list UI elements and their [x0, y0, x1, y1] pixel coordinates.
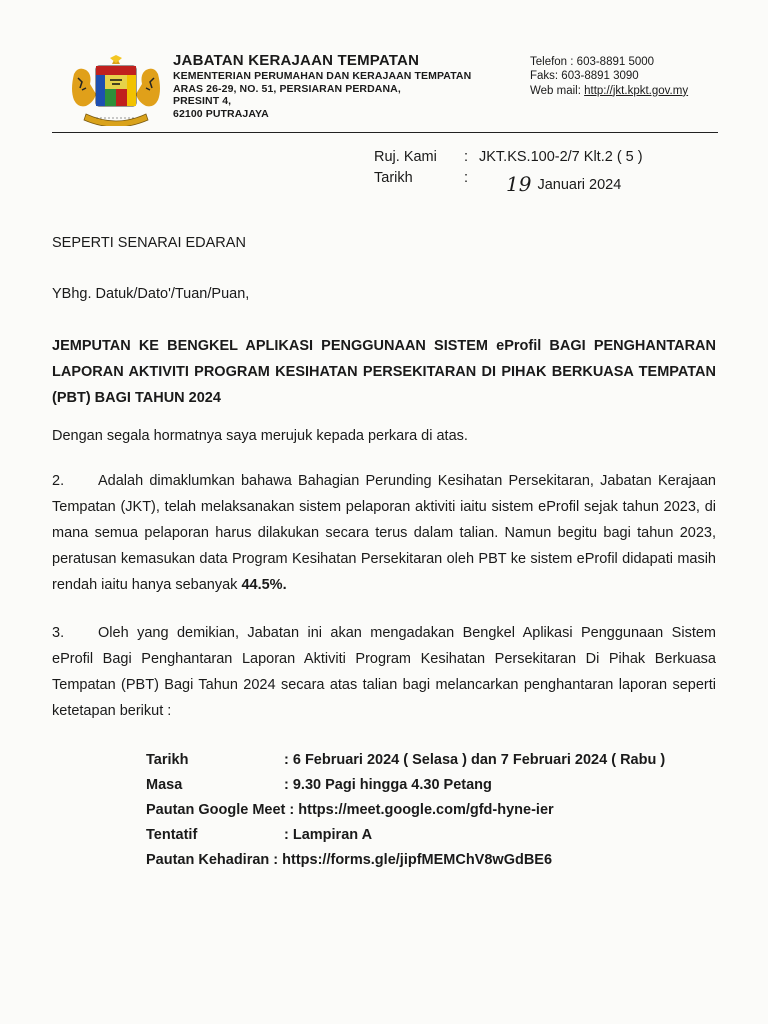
attendance-form-link[interactable]: https://forms.gle/jipfMEMChV8wGdBE6: [282, 852, 553, 868]
date-value: [506, 170, 621, 194]
date-day-handwritten: 19: [506, 172, 532, 196]
web-mail: [530, 84, 688, 98]
recipient: SEPERTI SENARAI EDARAN: [52, 235, 246, 251]
detail-row-meet-link: [146, 798, 554, 823]
contact-block: [530, 55, 688, 98]
address-line-3: 62100 PUTRAJAYA: [173, 107, 269, 120]
header-divider: [52, 132, 718, 133]
organisation-block: [173, 52, 471, 120]
date-month-year: Januari 2024: [537, 177, 622, 193]
detail-row-time: [146, 773, 554, 798]
ministry-name: KEMENTERIAN PERUMAHAN DAN KERAJAAN TEMPATAN: [173, 70, 472, 82]
paragraph-3-number: 3.: [52, 625, 65, 641]
organisation-name: JABATAN KERAJAAN TEMPATAN: [173, 52, 420, 69]
opening-line: Dengan segala hormatnya saya merujuk kepada perkara di atas.: [52, 428, 468, 444]
paragraph-3-text: Oleh yang demikian, Jabatan ini akan mengadakan Bengkel Aplikasi Penggunaan Sistem eProfil Bagi Penghantaran Laporan Aktiviti Program Kesihatan Persekitaran Di Pihak Berkuasa Tempatan (PBT) Bagi Tahun 2024 secara atas talian bagi melancarkan penghantaran laporan seperti ketetapan berikut :: [52, 625, 716, 719]
detail-row-tentative: [146, 823, 554, 848]
web-mail-label: Web mail:: [530, 84, 585, 97]
detail-value-time: : 9.30 Pagi hingga 4.30 Petang: [284, 777, 492, 793]
date-colon: :: [464, 170, 469, 186]
detail-key-date: Tarikh: [146, 752, 189, 768]
address-line-1: ARAS 26-29, NO. 51, PERSIARAN PERDANA,: [173, 82, 401, 95]
reference-value: JKT.KS.100-2/7 Klt.2 ( 5 ): [479, 149, 643, 165]
coat-of-arms-logo: [66, 54, 166, 126]
paragraph-3: [52, 620, 716, 724]
address-line-2: PRESINT 4,: [173, 95, 232, 108]
detail-key-meet-link: Pautan Google Meet :: [146, 802, 295, 818]
reference-label: Ruj. Kami: [374, 149, 437, 165]
web-mail-link[interactable]: http://jkt.kpkt.gov.my: [584, 84, 689, 97]
reference-colon: :: [464, 149, 469, 165]
detail-key-attendance-link: Pautan Kehadiran :: [146, 852, 279, 868]
salutation: YBhg. Datuk/Dato'/Tuan/Puan,: [52, 286, 250, 302]
paragraph-2: [52, 468, 716, 598]
phone-number: Telefon : 603-8891 5000: [530, 56, 655, 68]
detail-value-tentative: : Lampiran A: [284, 827, 373, 843]
detail-key-time: Masa: [146, 777, 183, 793]
detail-value-date: : 6 Februari 2024 ( Selasa ) dan 7 Februari 2024 ( Rabu ): [284, 752, 666, 768]
detail-key-tentative: Tentatif: [146, 827, 198, 843]
paragraph-2-text: Adalah dimaklumkan bahawa Bahagian Perunding Kesihatan Persekitaran, Jabatan Kerajaan Tempatan (JKT), telah melaksanakan sistem pelaporan aktiviti iaitu sistem eProfil sejak tahun 2023, di mana semua pelaporan harus dilakukan secara terus dalam talian. Namun begitu bagi tahun 2023, peratusan kemasukan data Program Kesihatan Persekitaran oleh PBT ke sistem eProfil didapati masih rendah iaitu hanya sebanyak: [52, 473, 716, 593]
paragraph-2-number: 2.: [52, 473, 65, 489]
subject-heading: JEMPUTAN KE BENGKEL APLIKASI PENGGUNAAN SISTEM eProfil BAGI PENGHANTARAN LAPORAN AKTIVITI PROGRAM KESIHATAN PERSEKITARAN DI PIHAK BERKUASA TEMPATAN (PBT) BAGI TAHUN 2024: [52, 338, 716, 406]
detail-row-date: [146, 748, 666, 773]
date-label: Tarikh: [374, 170, 413, 186]
paragraph-2-percentage: 44.5%.: [241, 577, 287, 593]
workshop-details: [146, 748, 666, 873]
meet-link[interactable]: https://meet.google.com/gfd-hyne-ier: [298, 802, 554, 818]
fax-number: Faks: 603-8891 3090: [530, 70, 639, 83]
detail-row-attendance-link: [146, 848, 554, 873]
